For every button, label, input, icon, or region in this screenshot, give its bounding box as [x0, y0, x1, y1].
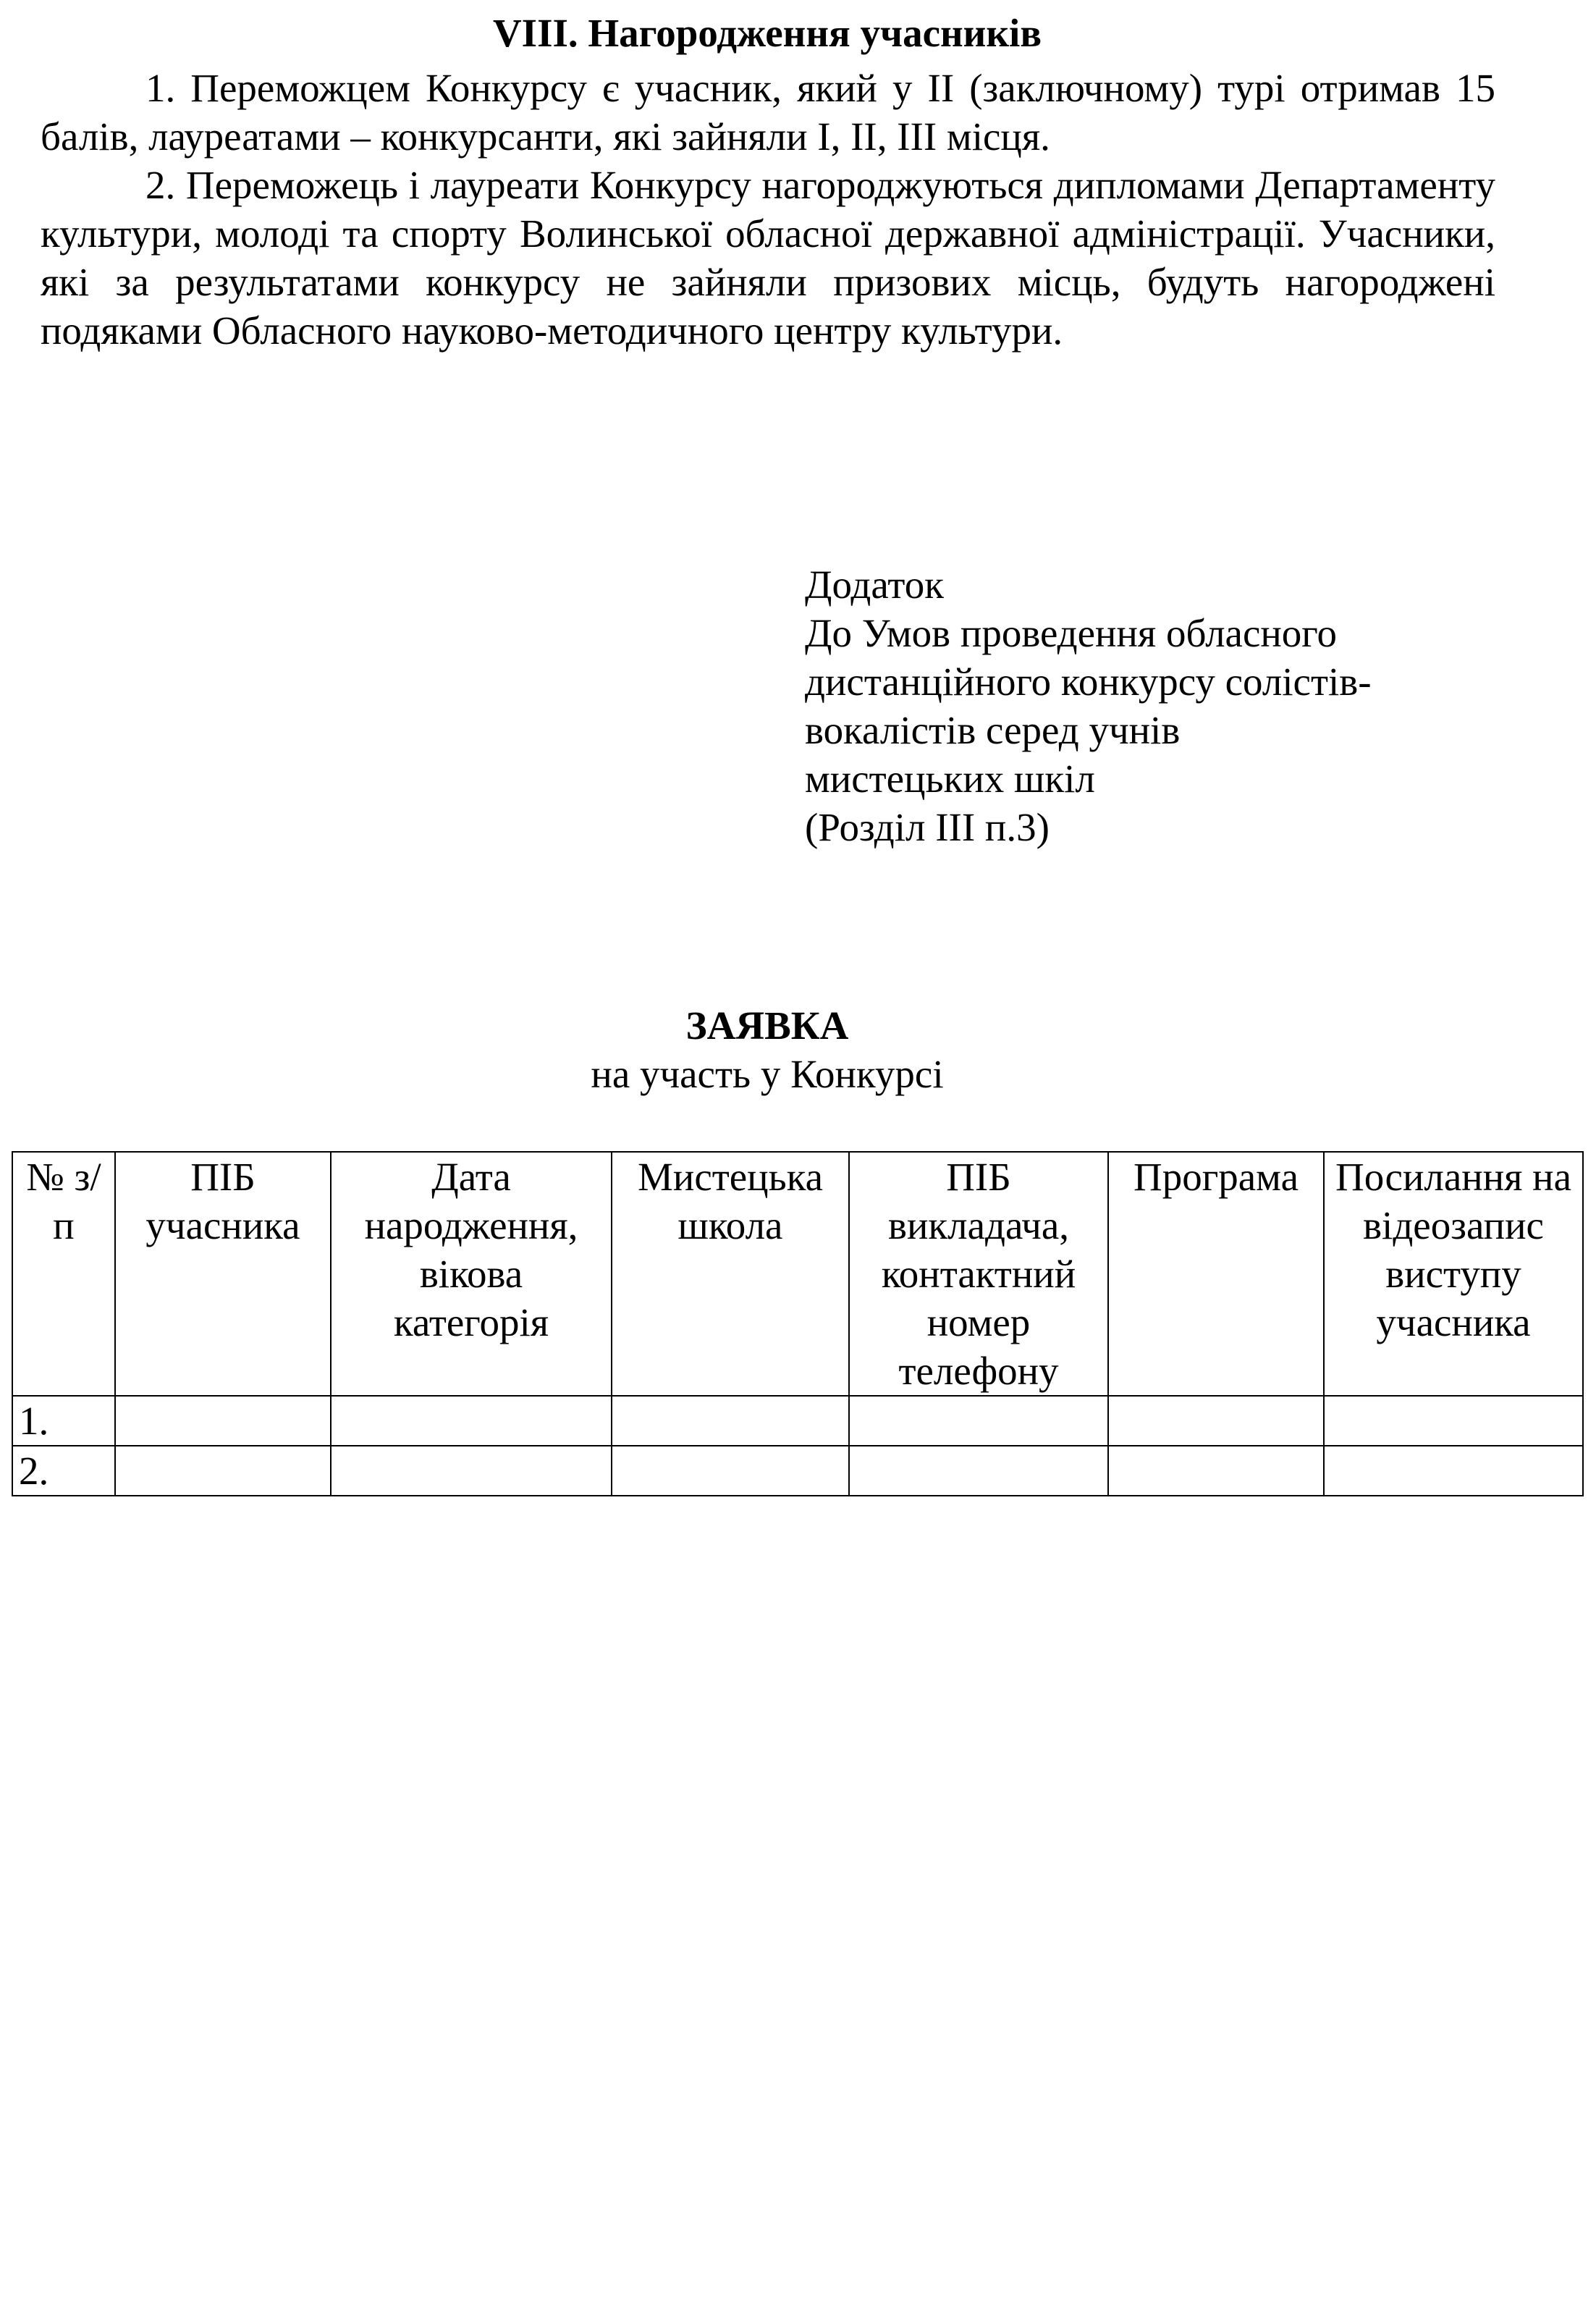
form-title: ЗАЯВКА [685, 1003, 849, 1048]
table-cell [849, 1446, 1108, 1496]
column-header-teacher: ПІБ викладача, контактний номер телефону [849, 1152, 1108, 1396]
section-heading: VIII. Нагородження учасників [492, 11, 1042, 55]
table-cell [612, 1396, 849, 1446]
table-cell [1108, 1396, 1324, 1446]
form-subtitle: на участь у Конкурсі [591, 1052, 944, 1096]
appendix-line: Додаток [805, 563, 944, 607]
table-cell [1324, 1446, 1583, 1496]
table-cell [1108, 1446, 1324, 1496]
table-cell-number: 2. [12, 1446, 115, 1496]
table-cell [1324, 1396, 1583, 1446]
column-header-number: № з/п [12, 1152, 115, 1396]
column-header-birth-date: Дата народження, вікова категорія [331, 1152, 612, 1396]
table-cell [115, 1396, 331, 1446]
appendix-line: дистанційного конкурсу солістів- [805, 660, 1372, 704]
appendix-line: До Умов проведення обласного [805, 611, 1337, 655]
table-cell [331, 1446, 612, 1496]
table-cell [849, 1396, 1108, 1446]
appendix-line: мистецьких шкіл [805, 757, 1095, 801]
column-header-program: Програма [1108, 1152, 1324, 1396]
table-cell [331, 1396, 612, 1446]
column-header-video-link: Посилання на відеозапис виступу учасника [1324, 1152, 1583, 1396]
appendix-note [805, 560, 1529, 851]
table-cell [612, 1446, 849, 1496]
table-row [12, 1446, 1583, 1496]
column-header-art-school: Мистецька школа [612, 1152, 849, 1396]
appendix-line: вокалістів серед учнів [805, 708, 1181, 752]
table-header-row [12, 1152, 1583, 1396]
paragraph-awards: 2. Переможець і лауреати Конкурсу нагороджуються дипломами Департаменту культури, молоді та спорту Волинської обласної державної адміністрації. Учасники, які за результатами конкурсу не зайняли призових місць, будуть нагороджені подяками Обласного науково-методичного центру культури. [41, 163, 1495, 353]
paragraph-winner: 1. Переможцем Конкурсу є учасник, який у ІІ (заключному) турі отримав 15 балів, лауреатами – конкурсанти, які зайняли І, ІІ, ІІІ місця. [41, 66, 1495, 159]
table-row [12, 1396, 1583, 1446]
table-cell-number: 1. [12, 1396, 115, 1446]
column-header-participant-name: ПІБ учасника [115, 1152, 331, 1396]
application-table [12, 1151, 1584, 1496]
appendix-line: (Розділ ІІІ п.3) [805, 805, 1050, 849]
table-cell [115, 1446, 331, 1496]
